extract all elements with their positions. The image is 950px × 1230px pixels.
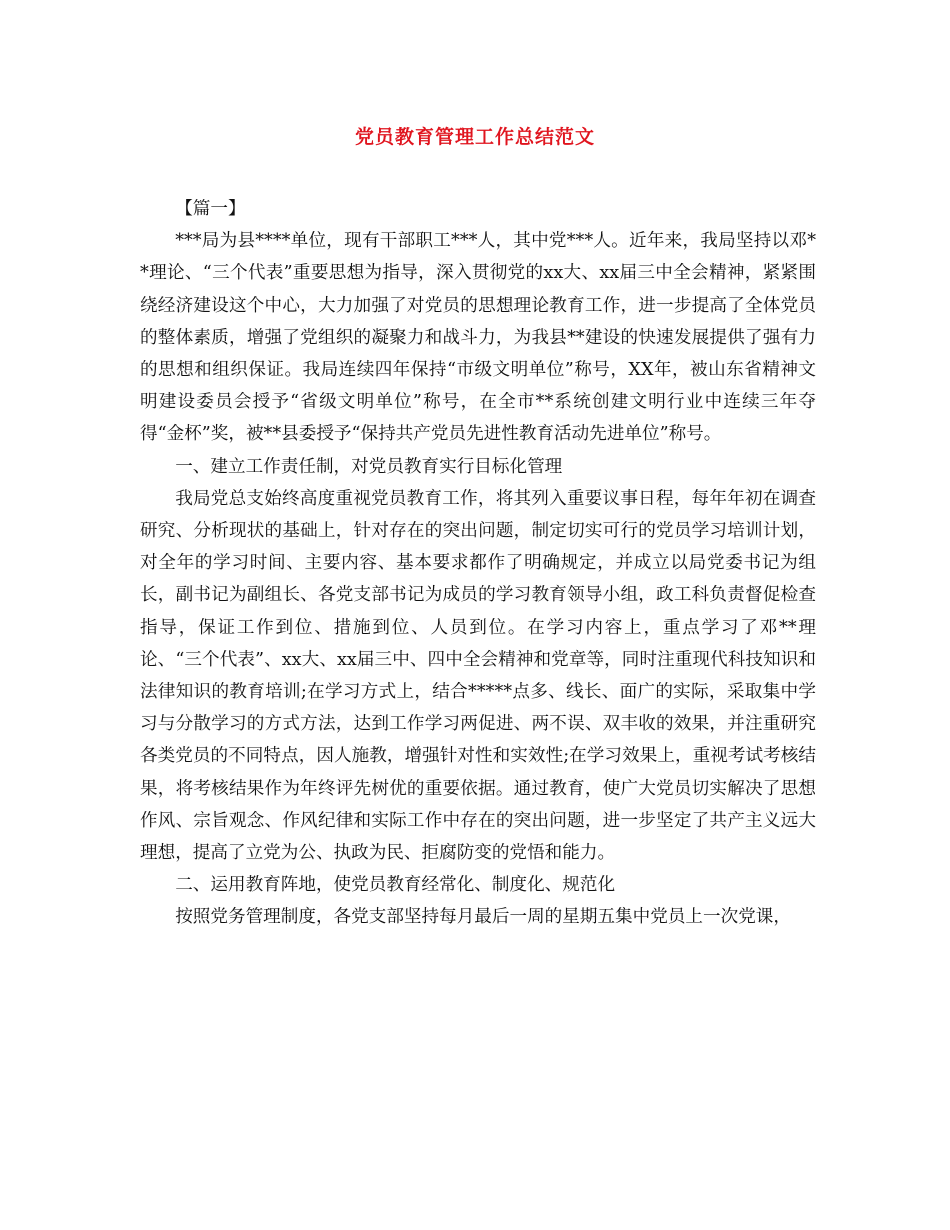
body-paragraph-2: 按照党务管理制度，各党支部坚持每月最后一周的星期五集中党员上一次党课，: [175, 907, 791, 928]
section-heading-2: 二、运用教育阵地，使党员教育经常化、制度化、规范化: [175, 875, 616, 896]
section-heading-1: 一、建立工作责任制，对党员教育实行目标化管理: [175, 456, 563, 477]
intro-paragraph: ***局为县****单位，现有干部职工***人，其中党***人。近年来，我局坚持以邓**理论、“三个代表”重要思想为指导，深入贯彻党的xx大、xx届三中全会精神，紧紧围绕经济建设这个中心，大力加强了对党员的思想理论教育工作，进一步提高了全体党员的整体素质，增强了党组织的凝聚力和战斗力，为我县**建设的快速发展提供了强有力的思想和组织保证。我局连续四年保持“市级文明单位”称号，XX年，被山东省精神文明建设委员会授予“省级文明单位”称号，在全市**系统创建文明行业中连续三年夺得“金杯”奖，被**县委授予“保持共产党员先进性教育活动先进单位”称号。: [140, 231, 816, 445]
document-body: [140, 193, 816, 934]
document-title: 党员教育管理工作总结范文: [354, 126, 595, 148]
body-paragraph-1: 我局党总支始终高度重视党员教育工作，将其列入重要议事日程，每年年初在调查研究、分析现状的基础上，针对存在的突出问题，制定切实可行的党员学习培训计划，对全年的学习时间、主要内容、基本要求都作了明确规定，并成立以局党委书记为组长，副书记为副组长、各党支部书记为成员的学习教育领导小组，政工科负责督促检查指导，保证工作到位、措施到位、人员到位。在学习内容上，重点学习了邓**理论、“三个代表”、xx大、xx届三中、四中全会精神和党章等，同时注重现代科技知识和法律知识的教育培训;在学习方式上，结合*****点多、线长、面广的实际，采取集中学习与分散学习的方式方法，达到工作学习两促进、两不误、双丰收的效果，并注重研究各类党员的不同特点，因人施教，增强针对性和实效性;在学习效果上，重视考试考核结果，将考核结果作为年终评先树优的重要依据。通过教育，使广大党员切实解决了思想作风、宗旨观念、作风纪律和实际工作中存在的突出问题，进一步坚定了共产主义远大理想，提高了立党为公、执政为民、拒腐防变的党悟和能力。: [140, 488, 816, 864]
section-marker: 【篇一】: [175, 199, 246, 219]
